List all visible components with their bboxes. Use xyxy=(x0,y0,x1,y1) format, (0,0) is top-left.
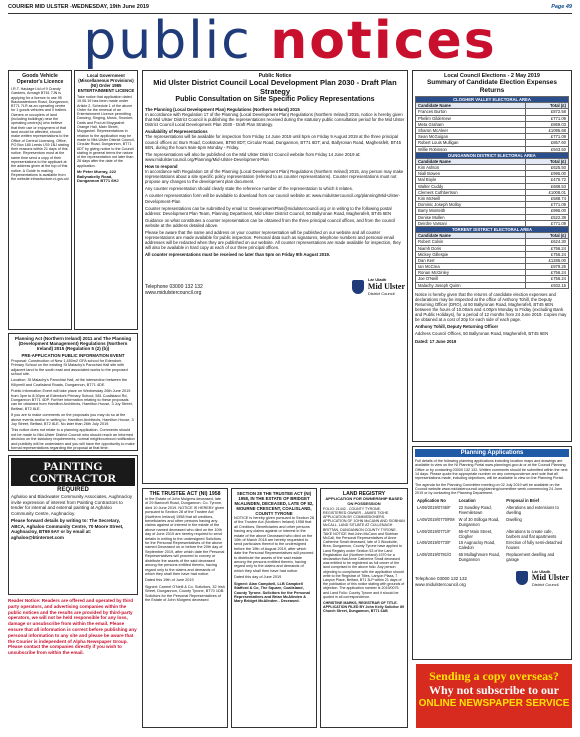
ward-heading: TORRENT DISTRICT ELECTORAL AREA xyxy=(416,226,569,232)
application-proposal: Replacement dwelling and garage xyxy=(506,552,555,563)
pa-col-app: Application No xyxy=(417,498,446,504)
candidate-name: Frances Burton xyxy=(416,109,526,115)
candidate-total: £771.09 xyxy=(526,220,569,226)
candidate-name: Kim McNeill xyxy=(416,196,526,202)
candidate-name: Willie Robinson xyxy=(416,146,526,152)
col-candidate-name: Candidate Name xyxy=(416,103,526,109)
land-registry-sub: APPLICATION FOR OWNERSHIP BASED ON POSSESSION xyxy=(325,496,403,506)
candidate-name: Clement Cuthbertson xyxy=(416,189,526,195)
ad-line2: Why not subscribe to our xyxy=(428,683,559,697)
candidate-name: Sharon McAleer xyxy=(416,127,526,133)
painting-contact: Please forward details by writing to: The Secretary, ABCA, Aghaloo Community Centre, 70 Moore Street, Aughnacloy, BT69 6AY or by email at: aghaloo@btinternet.com xyxy=(11,518,124,540)
table-row xyxy=(415,528,569,540)
council-crest-icon xyxy=(516,571,528,585)
ad-line1: Sending a copy overseas? xyxy=(429,669,559,683)
application-location: 22 Sowdley Road, Fivemiletown xyxy=(458,504,492,516)
col-total: Total (£) xyxy=(526,158,569,164)
ldp-p6: A counter representation form will be available to download from our council website at: www.midulstercouncil.org/planning/Mid-Ulster-Development-Plan xyxy=(145,193,401,204)
entertainment-title: Local Government (Miscellaneous Provisions) (NI) Order 1985 ENTERTAINMENT LICENCE xyxy=(77,73,135,93)
candidate-total: £771.09 xyxy=(526,115,569,121)
ldp-p7: Counter representations can be submitted by email to: DevelopmentPlan@midulstercouncil.org or in writing to the following postal address: Development Plan Team, Planning Department, Mid Ulster District Council, 50 Ballyronan Road, Magherafelt, BT45 6EN xyxy=(145,205,392,216)
candidate-name: Mal Boyle xyxy=(416,177,526,183)
ldp-respond-title: How to respond xyxy=(145,163,178,169)
council-name: Mid Ulster xyxy=(367,281,405,291)
election-expenses-notice xyxy=(412,70,572,442)
table-row xyxy=(416,282,569,288)
entertainment-licence-notice xyxy=(74,70,138,330)
candidate-name: Kim Ashton xyxy=(416,165,526,171)
section28-title: SECTION 28 THE TRUSTEE ACT (NI) 1958, IN THE ESTATE OF BRIDGET McALINDEN, DECEASED, LATE OF 82, MOURNE CRESCENT, COALISLAND, COUNTY TYRONE xyxy=(234,491,314,516)
application-location: W of 30 Stilloga Road, Dungannon xyxy=(458,516,500,527)
candidate-name: Dominic Joseph Molloy xyxy=(416,202,526,208)
candidate-total: £869.03 xyxy=(526,121,569,127)
planning-act-comments: If you are to make comments on the proposals you may do so at the above events and/or in writing to: Hamilton Architects, Hamilton House, 3 Joy Street, Belfast, BT2 8LE. No later than 26th July 2019. xyxy=(11,413,134,426)
candidate-name: Malachy Joseph Quinn xyxy=(416,282,526,288)
reader-notice xyxy=(8,598,138,728)
planning-apps-table xyxy=(415,497,569,563)
candidate-total: £756.24 xyxy=(526,270,569,276)
council-logo xyxy=(352,277,405,295)
masthead xyxy=(8,11,572,71)
elections-notice-text: Notice is hereby given that the returns of candidate election expenses and declarations may be inspected at the office of Anthony Tohill, the Deputy Returning Officer (DRO), at 50 Ballyronan Road, Magherafelt, BT45 6EN between the hours of 10.00am and 4.00pm Monday to Friday (excluding Bank and Public Holidays), for a period of 12 months from 24 June 2019. Copies may be obtained at a cost of 20p for each side of each page. xyxy=(415,291,567,323)
online-subscription-ad[interactable] xyxy=(416,664,572,728)
council-logo-small xyxy=(516,569,569,587)
ad-line3: ONLINE NEWSPAPER SERVICE xyxy=(418,698,570,709)
goods-vehicle-title: Goods Vehicle Operator's Licence xyxy=(16,73,64,85)
candidate-name: Dan Kerr xyxy=(416,257,526,263)
council-crest-icon xyxy=(352,280,364,294)
land-registry-notice xyxy=(320,488,408,728)
candidate-total: £756.24 xyxy=(526,276,569,282)
candidate-name: Mickey Gillespie xyxy=(416,251,526,257)
candidate-name: Phelim Gildernew xyxy=(416,115,526,121)
ward-heading: DUNGANNON DISTRICT ELECTORAL AREA xyxy=(416,152,569,158)
application-location: 65 Mullaghmore Road, Dungannon xyxy=(458,552,500,563)
section28-notice xyxy=(231,488,317,728)
pa-col-location: Location xyxy=(458,498,476,504)
application-number: LA09/2019/0773/F xyxy=(417,540,451,546)
pa-website[interactable]: www.midulstercouncil.org xyxy=(415,581,466,587)
land-registry-body: FOLIO: 21442 - COUNTY TYRONE. REGISTERED OWNER - JAMES TIGHE. APPLICATION BY COMMISSIONERS. APPLICATION OF JOHN McCANN AND SIOBHAN McCALL. LAND SITUATE AT CULLENAGH BRITTAN, DUNGANNON COUNTY TYRONE. TAKE NOTICE that John McCann and Siobhan McCall, the Personal Representatives of Anne Catherine Small deceased, late of 3 Woodside, Brea, Dungannon, County Tyrone have applied to Land Registry under Section 53 of the Land Registration Act (Northern Ireland) 1970 for a declaration that Anne Catherine Small deceased was entitled to be registered as full owner of the land comprised in the above folio. Any person objecting to compliance with the application should write to the Registrar of Titles, Lanyon Plaza, 7 Lanyon Place, Belfast, BT1 3LP within 21 days of the publication of this notice stating with grounds of objection. The application number is 2019/0075 and Land Folio: County Tyrone and it should be quoted in all correspondence. xyxy=(323,506,405,599)
planning-act-location: Location: St Malachy's Parochial Hall, at the intersection between the Killyneill and Coalisland Roads, Dungannon, BT71 4DE. xyxy=(11,378,128,387)
ldp-public-notice xyxy=(142,70,408,484)
candidate-total: £1008.01 xyxy=(526,189,569,195)
candidate-total: £588.74 xyxy=(526,196,569,202)
application-number: LA09/2019/0746/F xyxy=(417,504,451,510)
candidate-total: £625.50 xyxy=(526,165,569,171)
application-proposal: Erection of fully semi-detached houses xyxy=(506,540,563,551)
painting-contractor-ad xyxy=(8,455,138,595)
candidate-total: £688.53 xyxy=(526,183,569,189)
council-sub: District Council xyxy=(367,290,395,296)
candidate-total: £979.25 xyxy=(526,264,569,270)
candidate-name: Denise Mullen xyxy=(416,214,526,220)
candidate-total: £756.24 xyxy=(526,251,569,257)
candidate-name: Meta Graham xyxy=(416,121,526,127)
candidate-name: Deirdre Varsani xyxy=(416,220,526,226)
elections-title: Local Council Elections - 2 May 2019 xyxy=(444,73,540,79)
ldp-deadline: All counter representations must be received no later than 5pm on Friday 9th August 2019. xyxy=(145,252,331,258)
candidate-name: Joe O'Neill xyxy=(416,276,526,282)
candidate-total: £522.38 xyxy=(526,214,569,220)
land-registry-title: LAND REGISTRY xyxy=(342,491,386,497)
candidate-name: Sean McGuigan xyxy=(416,134,526,140)
application-location: 15 Augnacloy Road, Caledon xyxy=(458,540,496,551)
page-number: Page 49 xyxy=(551,4,572,10)
elections-dated: Dated: 17 June 2019 xyxy=(415,338,457,344)
elections-address: Address Council Offices, 50 Ballyronan Road, Magherafelt, BT45 6EN xyxy=(415,331,549,337)
council-sub-small: District Council xyxy=(531,582,559,588)
painting-body: Aghaloo and Blackwater Community Associates, Aughnacloy invite expression of interest from Painting Contractors to tender for internal and external painting at Aghaloo Community Centre, Aughnacloy. xyxy=(11,494,133,516)
elections-subtitle: Summary of Candidate Election Expenses Returns xyxy=(426,79,558,94)
candidate-total: £1095.68 xyxy=(526,127,569,133)
planning-apps-title: Planning Applications xyxy=(415,449,569,457)
candidate-total: £475.72 xyxy=(526,177,569,183)
application-proposal: Alterations to create cafe, barbers and flat apartments xyxy=(506,528,557,539)
col-candidate-name: Candidate Name xyxy=(416,233,526,239)
candidate-total: £943.50 xyxy=(526,146,569,152)
candidate-total: £1285.00 xyxy=(526,257,569,263)
application-number: LA09/2019/0781/O xyxy=(417,552,452,558)
application-number: LA09/2019/0770/RM xyxy=(417,516,455,522)
ldp-p5: Any counter representation should clearly state the reference number of the representation to which it relates. xyxy=(145,186,354,192)
candidate-name: Robert Colvin xyxy=(416,239,526,245)
masthead-public: public xyxy=(83,11,252,71)
candidate-name: Walter Cuddy xyxy=(416,183,526,189)
elections-sign: Anthony Tohill, Deputy Returning Officer xyxy=(415,324,499,330)
reader-notice-text: Reader Notice: Readers are offered and operated by third party operators, and advertising companies within the public notices and the results are provided by third-party operators, we will not be held responsible for any loss, damage or unsubscribe from within the email. Please ensure that all information is correct before publishing any personal information to any site and please be aware that the Courier is independent of Alpha Newspaper Group. Please contact the companies directly if you wish to unsubscribe from within the email. xyxy=(8,598,137,656)
planning-apps-intro: Full details of the following planning applications including location maps and drawings are available to view on the NI Planning Portal www.planningni.gov.uk or at the Council Planning Office or by contacting 03000 132 132. Written comments should be submitted within the next 14 days. Please quote the appropriate number on any correspondence and note that all representations made, including objections, will be available to view on the Planning Portal. xyxy=(415,459,568,481)
candidate-total: £624.30 xyxy=(526,239,569,245)
candidate-name: Robert Louis Mulligan xyxy=(416,140,526,146)
candidate-total: £995.00 xyxy=(526,171,569,177)
application-proposal: Dwelling xyxy=(506,516,522,522)
pa-phone: Telephone 03000 132 132 xyxy=(415,576,468,582)
planning-act-event: Public Information Event will take place on Wednesday 26th June 2019 from 3pm to 8:30pm at Edendork Primary School, 581 Coalisland Rd, Dungannon BT71 4DP. Further information relating to these proposals can be obtained from Hamilton Architects, Hamilton House, 3 Joy Street, Belfast, BT2 8LE. xyxy=(11,389,133,411)
entertainment-body: Take notice that application dated 19.06.19 has been made under Article 2, Schedule 1 of the above Order for the renewal of an Entertainment Licence permitting Dancing, Singing, Music, Snooker, Darts and Pool at Moygashel Orange Hall, Main Street, Moygashel. Representations in relation to the application may be made to Mid-Ulster District Council, Circular Road, Dungannon, BT71 6DT by giving notice to the Council stating in general terms the nature of the representation not later than 28 days after the date of the application. xyxy=(77,95,135,168)
ward-heading: CLOGHER VALLEY ELECTORAL AREA xyxy=(416,97,569,103)
header-paper-date: COURIER MID ULSTER -WEDNESDAY, 19th June 2019 xyxy=(8,4,149,10)
candidate-name: Ronan McGinley xyxy=(416,270,526,276)
ldp-p8: Guidance on what constitutes a counter representation can be obtained from the three principal council offices, and from the council website at the address detailed above. xyxy=(145,217,396,228)
ldp-title: Mid Ulster District Council Local Development Plan 2030 - Draft Plan Strategy xyxy=(153,78,397,96)
table-row xyxy=(415,540,569,552)
ldp-avail-title: Availability of Representations xyxy=(145,129,208,135)
planning-act-note: This notice does not relate to a planning application. Comments should not be made to Mid-Ulster District Council who should reach an informed decision on the statutory requirements, normal neighbourhood notification and publicity will be undertaken and you will have the opportunity to make formal representations regarding the proposal at that time. xyxy=(11,428,135,451)
planning-applications-notice xyxy=(412,446,572,660)
candidate-name: Niall Bowen xyxy=(416,171,526,177)
candidate-total: £995.00 xyxy=(526,208,569,214)
ldp-p3: The representations will also be published on the Mid Ulster District Council website from Friday 14 June 2019 at: www.midulstercouncil.org/Planning/Mid-Ulster-Development-Plan xyxy=(145,151,361,162)
pa-col-proposal: Proposal in Brief xyxy=(506,498,540,504)
table-row xyxy=(415,551,569,563)
masthead-notices: notices xyxy=(270,11,497,71)
candidate-total: £932.15 xyxy=(526,282,569,288)
section28-signed: Signed: Alan Campbell, LLB Campbell Stafford & Co, The Square, Coalisland, County Tyrone. Solicitors for the Personal Representatives and Brian McAlinden & Mary Bridget McAlinden - Deceased. xyxy=(234,581,310,604)
planning-act-sub: PRE-APPLICATION PUBLIC INFORMATION EVENT xyxy=(21,352,125,358)
elections-table xyxy=(415,96,569,289)
ldp-website[interactable]: www.midulstercouncil.org xyxy=(145,289,202,296)
trustee-title: THE TRUSTEE ACT (NI) 1958 xyxy=(149,491,221,497)
candidate-name: Niamh Doris xyxy=(416,245,526,251)
ldp-reg-title: The Planning (Local Development Plan) Regulations (Northern Ireland) 2015 xyxy=(145,107,300,112)
col-candidate-name: Candidate Name xyxy=(416,158,526,164)
col-total: Total (£) xyxy=(526,103,569,109)
trustee-act-notice xyxy=(142,488,228,728)
candidate-total: £756.24 xyxy=(526,245,569,251)
candidate-name: Ian McCrea xyxy=(416,264,526,270)
council-irish: Lár Uladh xyxy=(367,277,387,283)
candidate-total: £771.09 xyxy=(526,134,569,140)
ldp-p9: Please be aware that the name and address on your counter representation will be published on our website and all counter representations are made available for public inspection. Personal data such as signatures, telephone numbers and personal email addresses will be redacted when they are published on our website. All counter representations are made available for inspection, they will also be available in hard copy at each of our three principal offices. xyxy=(145,229,401,251)
trustee-body: In the Estate of John Mulgrew deceased, late of 29 Bancroft Road, Dungannon. Co. Tyrone, died 10 June 2019. NOTICE IS HEREBY given pursuant to Section 28 of the Trustee Act (Northern Ireland) 1958 that all creditors, beneficiaries and other persons having any claims against or interest in the estate of the above named deceased who died on the 10th day of June 2019 are hereby required to send details in writing to the undersigned Solicitors for the Personal Representatives of the above named Deceased on or before the 20th day of September 2019, after which date the Personal Representatives will proceed to convey or distribute the assets of the said deceased among the persons entitled thereto, having regard only to the claims and demands of which they shall then have had notice. xyxy=(145,497,225,576)
candidate-total: £872.58 xyxy=(526,109,569,115)
planning-apps-meeting: The agenda for the Planning Committee meeting on 02 July 2019 will be available on the Council website www.midulstercouncil.org/planning/committee week commencing 24 June 2019 or by contacting the Planning Department. xyxy=(415,482,563,496)
table-row xyxy=(415,504,569,516)
col-total: Total (£) xyxy=(526,233,569,239)
trustee-dated: Dated this 19th of June 2019 xyxy=(145,578,194,583)
section28-body: NOTICE is hereby given pursuant to Section 28 of the Trustee Act (Northern Ireland) 1958 that all Creditors, Beneficiaries and other persons having any claims against or interest in the estate of the above Deceased who died on the 10th of March 2018 are hereby requested to send particulars thereof to the undersigned before the 19th of August 2019, after which date the Personal Representatives will proceed to distribute the assets of the said estate among the persons entitled thereto, having regard only to the claims and demands of which they shall then have had notice. xyxy=(234,516,314,573)
ldp-p2: The representations will be available for inspection from Friday 14 June 2019 until 5pm on Friday 9 August 2019 at the three principal council offices at: Burn Road, Cookstown, BT80 8DT; Circular Road, Dungannon, BT71 6DT; and, Ballyronan Road, Magherafelt, BT45 6EN, during the hours 9am-5pm Monday - Friday. xyxy=(145,134,401,150)
painting-heading: PAINTING CONTRACTOR xyxy=(11,458,135,486)
candidate-total: £771.09 xyxy=(526,202,569,208)
ldp-p1: In accordance with Regulation 17 of the Planning (Local Development Plan) Regulations (Northern Ireland) 2015, notice is hereby given that Mid Ulster District Council is publishing the representations received during the statutory public consultation period for the Mid Ulster District Council Local Development Plan 2030 - Draft Plan Strategy. xyxy=(145,112,405,128)
land-registry-registrar: CHRISTINE MARKS, REGISTRAR OF TITLE. APPLICATION FILED BY John Kelly Solicitor 89 Church Street, Dungannon, BT71 6AB xyxy=(323,601,404,614)
planning-act-proposal: Proposal: Construction of New 1,450m2 GFA school for Edendork Primary School on the existing St Malachy's Parochial Hall site with adjacent land to the south east and associated works to the proposed school site. xyxy=(11,358,128,376)
section28-dated: Dated this day of June 2019 xyxy=(234,575,282,580)
entertainment-signatory: Mr Peter Murray, 222 Ballynakelly Road, Dungannon BT71 6HJ xyxy=(77,169,119,184)
ldp-subtitle: Public Consultation on Site Specific Policy Representations xyxy=(175,96,375,103)
goods-vehicle-notice xyxy=(8,70,72,330)
candidate-name: Barry Monteith xyxy=(416,208,526,214)
table-row xyxy=(415,516,569,528)
application-location: 65-67 Main Street, Clogher xyxy=(458,528,493,539)
goods-vehicle-body: I.R.T. Haulage Ltd of 9 Crandy Gardens, Armagh BT61 7JN is applying for a licence to use 95 Blackwatertown Road, Dungannon, BT71 7LR as an operating centre for 1 goods vehicles and 0 trailers. Owners or occupiers of land (including buildings) near the operating centre(s) who believe that their use or enjoyment of that land would be affected, should make written representations to the Office of Central Licensing, Office, PO Box 180 Leeds LS9 1BJ stating their reasons within 21 days of this notice. Representors must at the same time send a copy of their representations to the applicant at the address given at the top of this notice. A Guide to making Representations is available from the website infrastructure-ni.gov.uk/ xyxy=(11,87,69,182)
application-number: LA09/2019/0771/F xyxy=(417,528,451,534)
painting-required: REQUIRED xyxy=(57,487,89,493)
trustee-signed: Signed: Carmel O'Neill & Co. Solicitors, 32 Irish Street, Dungannon, County Tyrone, BT70 1DB. Solicitors for the Personal Representatives of the Estate of John Mulgrew deceased xyxy=(145,584,225,602)
ldp-phone: Telephone 03000 132 132 xyxy=(145,283,203,290)
ldp-p4: In accordance with Regulation 18 of the Planning (Local Development Plan) Regulations (Northern Ireland) 2015, any person may make representations about a site specific policy representation (referred to as counter representations). Counter representations must not propose any changes to the development plan document. xyxy=(145,169,404,185)
planning-act-notice xyxy=(8,333,138,451)
application-proposal: Alterations and extensions to dwelling xyxy=(506,504,559,516)
planning-act-title: Planning Act (Northern Ireland) 2011 and The Planning (Development Management) Regulations (Northern Ireland) 2015 (Regulation 5 (2) (b)) xyxy=(14,336,132,352)
candidate-total: £857.60 xyxy=(526,140,569,146)
council-name-small: Mid Ulster xyxy=(531,573,569,583)
ldp-tag: Public Notice xyxy=(258,73,292,79)
council-irish-small: Lár Uladh xyxy=(531,569,551,575)
